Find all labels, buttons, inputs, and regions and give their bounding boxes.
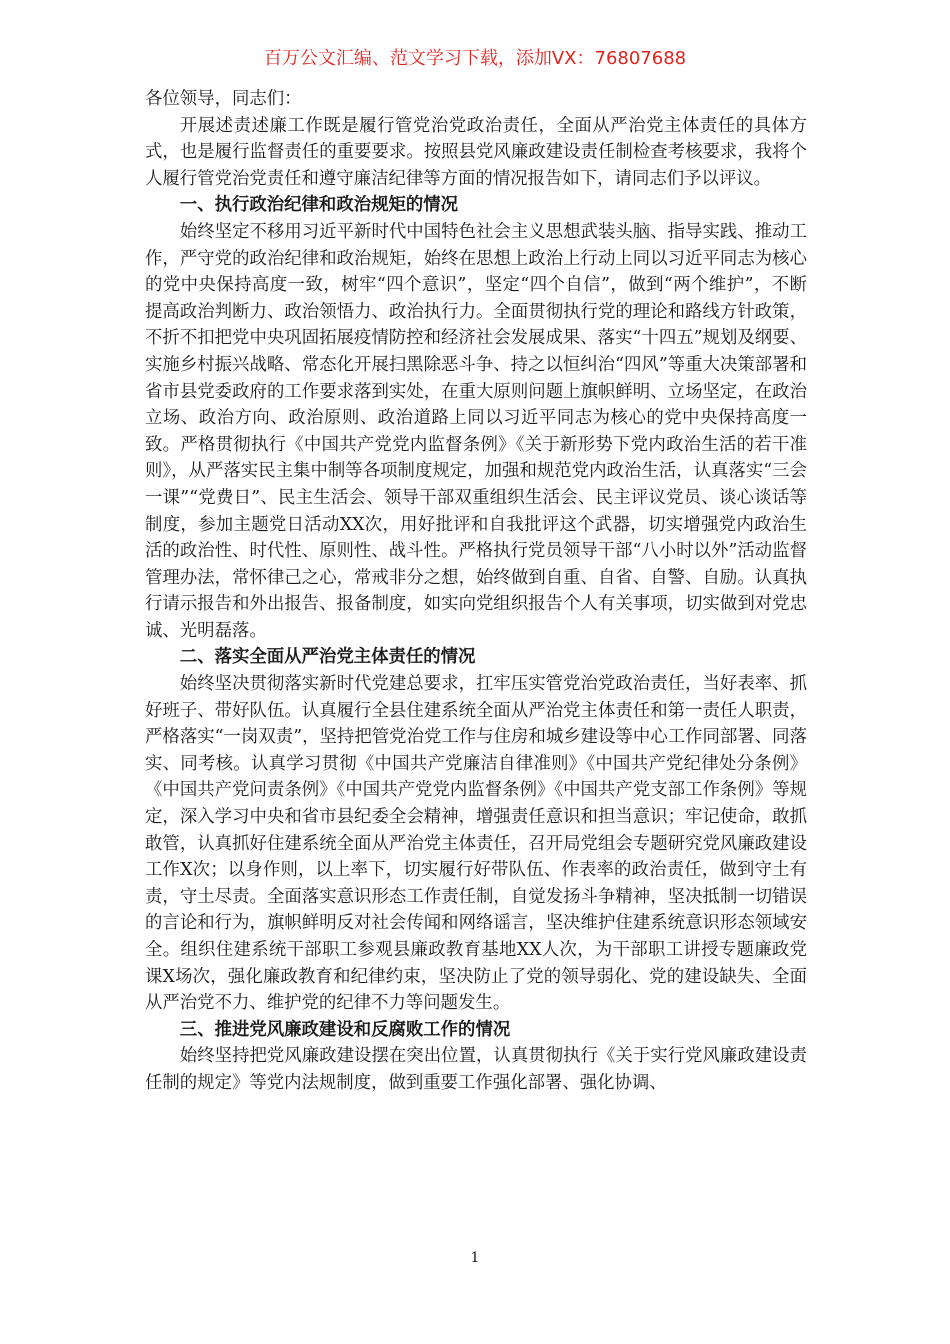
section-paragraph: 始终坚定不移用习近平新时代中国特色社会主义思想武装头脑、指导实践、推动工作，严守党的政治纪律和政治规矩，始终在思想上政治上行动上同以习近平同志为核心的党中央保持高度一致，树牢“四个意识”，坚定“四个自信”，做到“两个维护”，不断提高政治判断力、政治领悟力、政治执行力。全面贯彻执行党的理论和路线方针政策，不折不扣把党中央巩固拓展疫情防控和经济社会发展成果、落实“十四五”规划及纲要、实施乡村振兴战略、常态化开展扫黑除恶斗争、持之以恒纠治“四风”等重大决策部署和省市县党委政府的工作要求落到实处，在重大原则问题上旗帜鲜明、立场坚定，在政治立场、政治方向、政治原则、政治道路上同以习近平同志为核心的党中央保持高度一致。严格贯彻执行《中国共产党党内监督条例》《关于新形势下党内政治生活的若干准则》，从严落实民主集中制等各项制度规定，加强和规范党内政治生活，认真落实“三会一课”“党费日”、民主生活会、领导干部双重组织生活会、民主评议党员、谈心谈话等制度，参加主题党日活动XX次，用好批评和自我批评这个武器，切实增强党内政治生活的政治性、时代性、原则性、战斗性。严格执行党员领导干部“八小时以外”活动监督管理办法，常怀律己之心，常戒非分之想，始终做到自重、自省、自警、自励。认真执行请示报告和外出报告、报备制度，如实向党组织报告个人有关事项，切实做到对党忠诚、光明磊落。 xyxy=(145,221,807,641)
section-heading: 二、落实全面从严治党主体责任的情况 xyxy=(179,647,476,668)
salutation: 各位领导，同志们： xyxy=(145,89,302,109)
page-number: 1 xyxy=(470,1250,480,1266)
section-heading: 一、执行政治纪律和政治规矩的情况 xyxy=(179,195,459,216)
section-paragraph: 始终坚决贯彻落实新时代党建总要求，扛牢压实管党治党政治责任，当好表率、抓好班子、带好队伍。认真履行全县住建系统全面从严治党主体责任和第一责任人职责，严格落实“一岗双责”，坚持把管党治党工作与住房和城乡建设等中心工作同部署、同落实、同考核。认真学习贯彻《中国共产党廉洁自律准则》《中国共产党纪律处分条例》《中国共产党问责条例》《中国共产党党内监督条例》《中国共产党支部工作条例》等规定，深入学习中央和省市县纪委全会精神，增强责任意识和担当意识；牢记使命，敢抓敢管，认真抓好住建系统全面从严治党主体责任，召开局党组会专题研究党风廉政建设工作X次；以身作则，以上率下，切实履行好带队伍、作表率的政治责任，做到守土有责，守土尽责。全面落实意识形态工作责任制，自觉发扬斗争精神，坚决抵制一切错误的言论和行为，旗帜鲜明反对社会传闻和网络谣言，坚决维护住建系统意识形态领域安全。组织住建系统干部职工参观县廉政教育基地XX人次，为干部职工讲授专题廉政党课X场次，强化廉政教育和纪律约束，坚决防止了党的领导弱化、党的建设缺失、全面从严治党不力、维护党的纪律不力等问题发生。 xyxy=(145,674,807,1014)
document-body xyxy=(145,86,807,1097)
section-paragraph: 始终坚持把党风廉政建设摆在突出位置，认真贯彻执行《关于实行党风廉政建设责任制的规定》等党内法规制度，做到重要工作强化部署、强化协调、 xyxy=(145,1046,807,1093)
intro-paragraph: 开展述责述廉工作既是履行管党治党政治责任，全面从严治党主体责任的具体方式，也是履行监督责任的重要要求。按照县党风廉政建设责任制检查考核要求，我将个人履行管党治党责任和遵守廉洁纪律等方面的情况报告如下，请同志们予以评议。 xyxy=(145,115,807,189)
watermark-banner: 百万公文汇编、范文学习下载，添加VX：76807688 xyxy=(263,48,687,69)
section-heading: 三、推进党风廉政建设和反腐败工作的情况 xyxy=(179,1019,511,1040)
